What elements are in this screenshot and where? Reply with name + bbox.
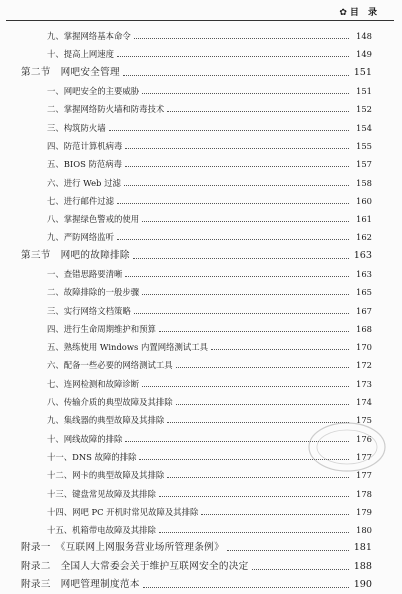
toc-entry-page: 178 <box>356 488 372 499</box>
toc-entry-page: 167 <box>356 305 372 316</box>
toc-entry <box>0 356 402 374</box>
dot-leader <box>142 385 349 387</box>
toc-entry <box>0 27 402 45</box>
dot-leader <box>252 568 349 570</box>
toc-entry-title: 附录二 全国人大常委会关于维护互联网安全的决定 <box>21 560 249 572</box>
toc-entry <box>0 173 402 191</box>
dot-leader <box>176 366 349 368</box>
toc-entry <box>0 521 402 539</box>
toc-entry-page: 174 <box>356 397 372 408</box>
dot-leader <box>109 129 349 131</box>
dot-leader <box>142 293 349 295</box>
toc-entry-page: 163 <box>356 269 372 279</box>
toc-entry-page: 165 <box>356 287 372 298</box>
toc-entry-page: 179 <box>356 506 372 517</box>
toc-entry-title: 附录三 网吧管理制度范本 <box>21 579 140 591</box>
toc-entry <box>0 576 402 594</box>
header-label: 目 录 <box>349 8 380 18</box>
toc-entry-title: 十一、DNS 故障的排除 <box>47 451 137 462</box>
dot-leader <box>159 531 349 533</box>
dot-leader <box>134 312 349 314</box>
toc-entry-title: 十二、网卡的典型故障及其排除 <box>47 470 165 481</box>
toc-entry-title: 附录一 《互联网上网服务营业场所管理条例》 <box>21 542 224 554</box>
dot-leader <box>125 165 349 167</box>
toc-entry-page: 161 <box>356 214 372 225</box>
toc-entry-page: 151 <box>356 86 372 97</box>
toc-entry-title: 五、熟练使用 Windows 内置网络测试工具 <box>47 342 208 353</box>
toc-entry-title: 九、掌握网络基本命令 <box>47 31 131 42</box>
toc-entry-title: 五、BIOS 防范病毒 <box>47 159 122 170</box>
dot-leader <box>159 495 349 497</box>
toc-entry-page: 188 <box>353 560 372 572</box>
toc-entry-title: 四、进行生命周期维护和预算 <box>47 323 156 334</box>
toc-entry-page: 181 <box>353 542 372 554</box>
toc-entry-page: 160 <box>356 195 372 206</box>
toc-entry-title: 十三、键盘常见故障及其排除 <box>47 488 156 499</box>
toc-entry-title: 一、网吧安全的主要威胁 <box>47 86 140 97</box>
dot-leader <box>176 403 349 405</box>
toc-entry <box>0 155 402 173</box>
toc-entry-page: 151 <box>353 66 372 78</box>
toc-entry-title: 一、查错思路要清晰 <box>47 269 123 279</box>
toc-entry-page: 162 <box>356 232 372 243</box>
toc-entry-title: 十、提高上网速度 <box>47 49 114 60</box>
toc-entry <box>0 247 402 265</box>
toc-entry <box>0 118 402 136</box>
toc-entry-title: 十五、机箱带电故障及其排除 <box>47 525 156 536</box>
dot-leader <box>142 220 349 222</box>
toc-entry-page: 190 <box>353 579 372 591</box>
toc-entry-title: 十四、网吧 PC 开机时常见故障及其排除 <box>47 506 199 517</box>
dot-leader <box>117 202 349 204</box>
toc-entry <box>0 301 402 319</box>
toc-entry <box>0 393 402 411</box>
toc-entry-title: 二、掌握网络防火墙和防毒技术 <box>47 104 165 115</box>
running-header <box>339 5 380 18</box>
dot-leader <box>143 586 349 588</box>
dot-leader <box>134 37 349 39</box>
toc-entry <box>0 558 402 576</box>
toc-entry-page: 177 <box>356 470 372 481</box>
dot-leader <box>117 238 349 240</box>
dot-leader <box>167 110 349 112</box>
toc-entry-title: 四、防范计算机病毒 <box>47 140 123 151</box>
header-rule <box>6 20 394 21</box>
toc-entry-page: 149 <box>356 49 372 60</box>
dot-leader <box>123 74 349 76</box>
toc-entry <box>0 265 402 283</box>
dot-leader <box>125 275 349 277</box>
toc-entry-title: 六、进行 Web 过滤 <box>47 177 121 188</box>
toc-entry-page: 158 <box>356 177 372 188</box>
dot-leader <box>142 92 349 94</box>
toc-entry-title: 三、构筑防火墙 <box>47 122 106 133</box>
toc-entry <box>0 375 402 393</box>
dot-leader <box>211 348 349 350</box>
dot-leader <box>201 513 349 515</box>
toc-entry <box>0 82 402 100</box>
toc-entry <box>0 484 402 502</box>
toc-entry-title: 七、连网检测和故障诊断 <box>47 378 140 389</box>
toc-entry-title: 七、进行邮件过滤 <box>47 195 114 206</box>
toc-entry-page: 155 <box>356 140 372 151</box>
toc-entry-page: 148 <box>356 31 372 42</box>
toc-entry-page: 175 <box>356 415 372 426</box>
toc-entry-title: 九、集线器的典型故障及其排除 <box>47 415 165 426</box>
toc-entry-page: 173 <box>356 378 372 389</box>
dot-leader <box>117 55 349 57</box>
toc-entry-page: 172 <box>356 360 372 371</box>
toc-entry <box>0 338 402 356</box>
dot-leader <box>125 147 349 149</box>
toc-entry <box>0 100 402 118</box>
toc-entry-page: 180 <box>356 525 372 536</box>
toc-entry <box>0 64 402 82</box>
toc-entry-title: 十、网线故障的排除 <box>47 433 123 444</box>
toc-entry-title: 六、配备一些必要的网络测试工具 <box>47 360 173 371</box>
toc-entry <box>0 320 402 338</box>
flower-ornament-icon: ✿ <box>339 8 350 18</box>
dot-leader <box>227 549 349 551</box>
toc-entry-title: 第二节 网吧安全管理 <box>21 66 120 78</box>
dot-leader <box>159 330 349 332</box>
toc-entry-page: 154 <box>356 122 372 133</box>
toc-entry-page: 170 <box>356 342 372 353</box>
toc-entry-page: 152 <box>356 104 372 115</box>
toc-entry-title: 九、严防网络监听 <box>47 232 114 243</box>
toc-entry-title: 八、传输介质的典型故障及其排除 <box>47 397 173 408</box>
toc-entry <box>0 283 402 301</box>
toc-entry-page: 176 <box>356 433 372 444</box>
toc-entry-title: 二、故障排除的一般步骤 <box>47 287 140 298</box>
toc-entry-page: 163 <box>353 249 372 261</box>
toc-entry <box>0 137 402 155</box>
toc-entry <box>0 228 402 246</box>
library-stamp-icon <box>304 417 390 477</box>
toc-entry <box>0 503 402 521</box>
toc-entry-title: 第三节 网吧的故障排除 <box>21 249 130 261</box>
toc-entry <box>0 192 402 210</box>
toc-entry <box>0 539 402 557</box>
toc-entry-page: 168 <box>356 323 372 334</box>
toc-entry-page: 157 <box>356 159 372 170</box>
toc-entry-page: 177 <box>356 451 372 462</box>
dot-leader <box>133 257 349 259</box>
dot-leader <box>124 184 349 186</box>
toc-entry-title: 三、实行网络文档策略 <box>47 305 131 316</box>
table-of-contents <box>0 27 402 594</box>
toc-entry <box>0 210 402 228</box>
toc-entry <box>0 45 402 63</box>
toc-entry-title: 八、掌握绿色警戒的使用 <box>47 214 140 225</box>
